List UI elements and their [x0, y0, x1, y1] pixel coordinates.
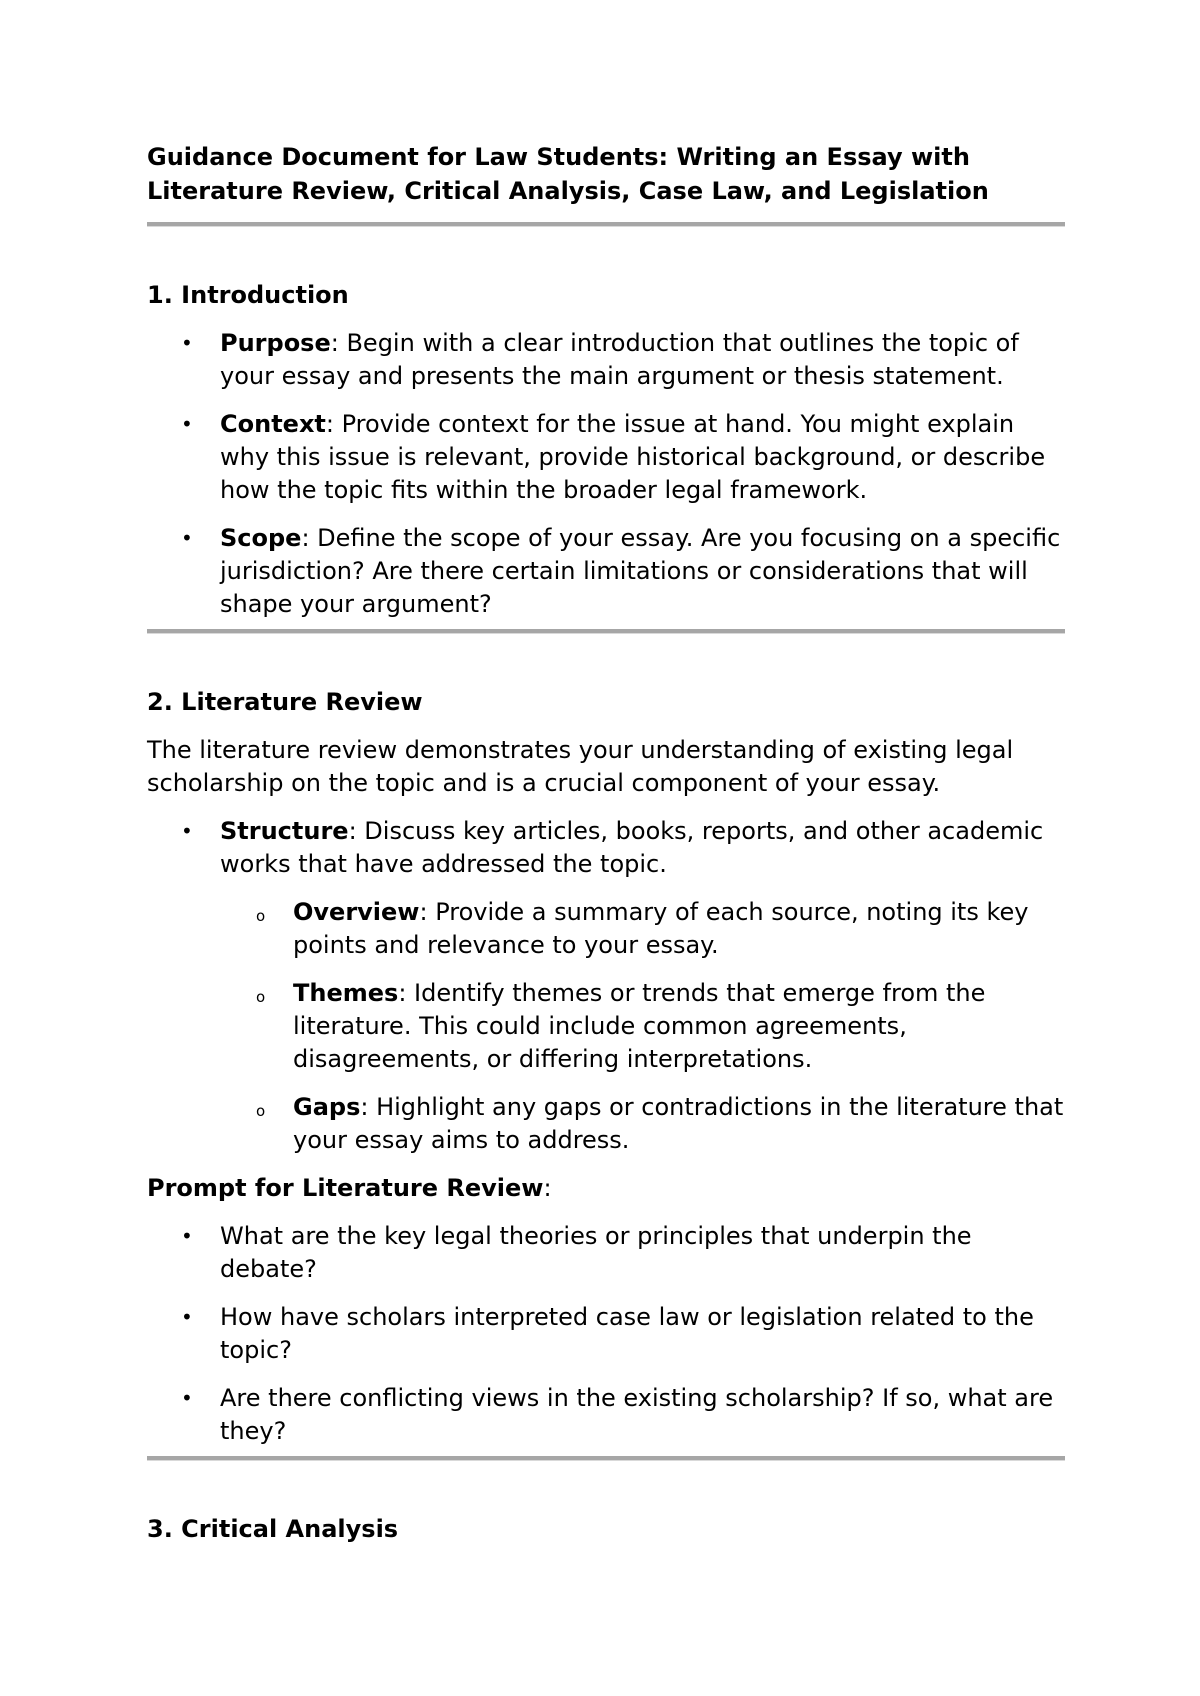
bullet-icon: •	[181, 819, 193, 843]
sub-bullet-text: : Highlight any gaps or contradictions in the literature that your essay aims to address.	[293, 1093, 1064, 1154]
sub-bullet-text: : Identify themes or trends that emerge from the literature. This could include common agreements, disagreements, or differing interpretations.	[293, 979, 986, 1073]
list-item	[147, 1382, 1065, 1448]
term-overview: Overview	[293, 898, 420, 926]
sub-bullet-icon: o	[256, 907, 266, 925]
term-structure: Structure	[220, 817, 349, 845]
list-item	[147, 1220, 1065, 1286]
sub-bullet-text: : Provide a summary of each source, noting its key points and relevance to your essay.	[293, 898, 1029, 959]
bullet-icon: •	[181, 412, 193, 436]
prompt-question: Are there conflicting views in the existing scholarship? If so, what are they?	[220, 1384, 1054, 1445]
term-context: Context	[220, 410, 326, 438]
horizontal-rule	[147, 629, 1065, 634]
bullet-icon: •	[181, 1386, 193, 1410]
bullet-icon: •	[181, 331, 193, 355]
prompt-label	[147, 1172, 1065, 1205]
prompt-question: How have scholars interpreted case law or legislation related to the topic?	[220, 1303, 1034, 1364]
sub-bullet-icon: o	[256, 1102, 266, 1120]
section-heading-critical-analysis: 3. Critical Analysis	[147, 1515, 399, 1543]
prompt-label-text: Prompt for Literature Review	[147, 1174, 544, 1202]
bullet-text: : Define the scope of your essay. Are you focusing on a specific jurisdiction? Are there certain limitations or considerations that will shape your argument?	[220, 524, 1061, 618]
structure-sub-list	[220, 896, 1065, 1157]
list-item	[147, 522, 1065, 621]
prompt-question: What are the key legal theories or principles that underpin the debate?	[220, 1222, 972, 1283]
document-title-line-2: Literature Review, Critical Analysis, Case Law, and Legislation	[147, 177, 989, 205]
document-title-line-1: Guidance Document for Law Students: Writing an Essay with	[147, 143, 970, 171]
sub-list-item	[220, 896, 1065, 962]
list-item	[147, 327, 1065, 393]
bullet-icon: •	[181, 1305, 193, 1329]
bullet-icon: •	[181, 526, 193, 550]
literature-review-paragraph: The literature review demonstrates your understanding of existing legal scholarship on the topic and is a crucial component of your essay.	[147, 736, 1014, 797]
term-scope: Scope	[220, 524, 302, 552]
introduction-bullet-list	[147, 327, 1065, 621]
list-item	[147, 815, 1065, 1157]
horizontal-rule	[147, 1456, 1065, 1461]
prompt-question-list	[147, 1220, 1065, 1448]
sub-list-item	[220, 977, 1065, 1076]
list-item	[147, 408, 1065, 507]
section-heading-introduction: 1. Introduction	[147, 281, 349, 309]
sub-list-item	[220, 1091, 1065, 1157]
document-title	[147, 140, 1065, 208]
bullet-text: : Discuss key articles, books, reports, and other academic works that have addressed the topic.	[220, 817, 1044, 878]
term-themes: Themes	[293, 979, 399, 1007]
document-page	[147, 140, 1065, 1561]
section-heading-literature-review: 2. Literature Review	[147, 688, 423, 716]
sub-bullet-icon: o	[256, 988, 266, 1006]
term-purpose: Purpose	[220, 329, 331, 357]
prompt-label-colon: :	[543, 1174, 552, 1202]
bullet-text: : Provide context for the issue at hand. You might explain why this issue is relevant, provide historical background, or describe how the topic fits within the broader legal framework.	[220, 410, 1046, 504]
term-gaps: Gaps	[293, 1093, 361, 1121]
list-item	[147, 1301, 1065, 1367]
literature-structure-list	[147, 815, 1065, 1157]
bullet-text: : Begin with a clear introduction that outlines the topic of your essay and presents the main argument or thesis statement.	[220, 329, 1019, 390]
bullet-icon: •	[181, 1224, 193, 1248]
horizontal-rule	[147, 222, 1065, 227]
